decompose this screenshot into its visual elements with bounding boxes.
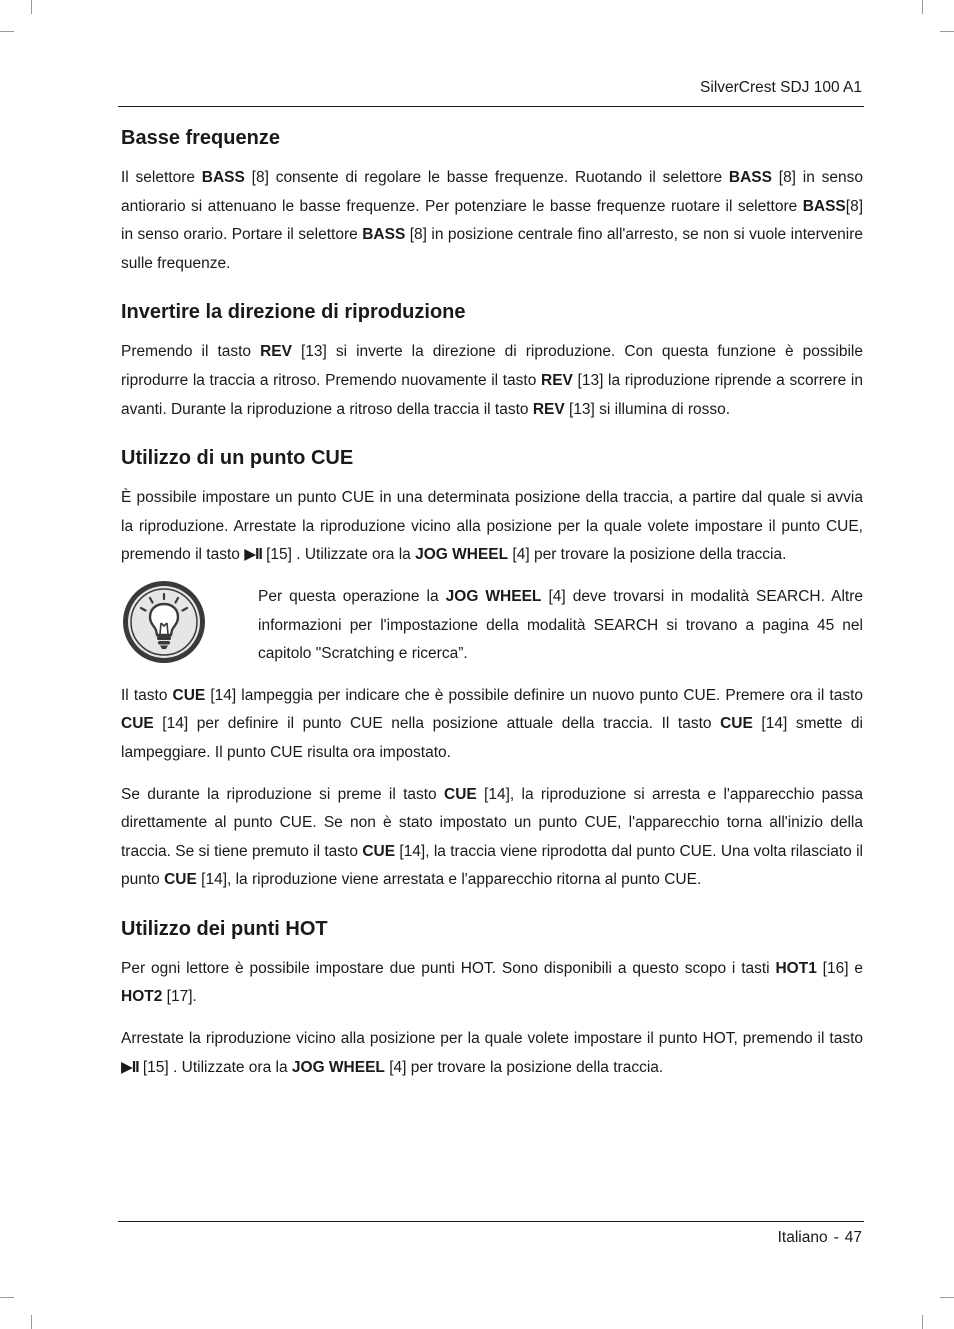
play-pause-symbol: ▶II [121,1058,139,1076]
text-run: [8] in senso orario. Portare il selettore [121,197,863,244]
footer-rule [118,1221,864,1222]
section-title-bass: Basse frequenze [121,127,280,149]
text-run: [15] . Utilizzate ora la [138,1058,292,1076]
text-run: Per ogni lettore è possibile impostare due punti HOT. Sono disponibili a questo scopo i tasti [121,959,776,977]
paragraph-reverse [121,338,863,424]
bold-term: REV [541,371,573,389]
footer-separator: - [833,1229,839,1246]
text-run: [15] . Utilizzate ora la [261,546,416,564]
bold-term: JOG WHEEL [445,587,542,605]
page-footer [778,1229,862,1247]
section-title-cue: Utilizzo di un punto CUE [121,447,354,470]
bold-term: CUE [164,871,197,889]
bold-term: BASS [201,169,245,186]
tip-note [121,583,863,669]
tip-note-text [258,583,863,669]
page-content [121,124,863,1082]
paragraph-bass [121,164,863,278]
lightbulb-icon [121,579,207,665]
text-run: Per questa operazione la [258,587,446,605]
page-number: 47 [844,1229,862,1246]
paragraph-cue-playback [121,781,863,895]
bold-term: HOT1 [775,959,817,977]
text-run: [14] lampeggia per indicare che è possibile definire un nuovo punto CUE. Premere ora il tasto [205,686,864,704]
crop-mark [922,0,923,14]
bold-term: CUE [172,686,206,704]
bold-term: REV [260,343,292,361]
text-run: Il selettore [121,169,202,186]
play-pause-symbol: ▶II [244,546,262,564]
paragraph-cue-set [121,682,863,768]
text-run: [4] deve trovarsi in modalità SEARCH. Altre informazioni per l'impostazione della modalità SEARCH si trovano a pagina 45 nel capitolo "Scratching e ricerca”. [258,587,863,663]
text-run: [8] in posizione centrale fino all'arresto, se non si vuole intervenire sulle frequenze. [121,226,863,272]
text-run: [8] consente di regolare le basse frequenze. Ruotando il selettore [244,169,729,186]
text-run: [4] per trovare la posizione della traccia. [508,546,787,564]
crop-mark [31,0,32,14]
header-rule [118,106,864,107]
text-run: [14] smette di lampeggiare. Il punto CUE risulta ora impostato. [121,715,863,761]
text-run: [4] per trovare la posizione della traccia. [384,1058,664,1076]
paragraph-hot-intro [121,955,863,1012]
bold-term: BASS [802,197,846,215]
bold-term: CUE [720,715,753,733]
running-header: SilverCrest SDJ 100 A1 [700,79,862,96]
bold-term: BASS [728,169,772,186]
text-run: [13] si inverte la direzione di riproduzione. Con questa funzione è possibile riprodurre la traccia a ritroso. Premendo nuovamente il tasto [121,343,863,389]
bold-term: BASS [362,226,406,244]
text-run: Il tasto [121,686,173,704]
bold-term: CUE [444,785,477,803]
crop-mark [940,31,954,32]
bold-term: HOT2 [121,988,163,1006]
crop-mark [31,1315,32,1329]
text-run: Premendo il tasto [121,343,261,361]
section-title-reverse: Invertire la direzione di riproduzione [121,301,466,324]
text-run: [16] e [816,959,863,977]
text-run: [13] si illumina di rosso. [564,400,731,418]
bold-term: JOG WHEEL [291,1058,385,1076]
text-run: [14], la riproduzione si arresta e l'apparecchio passa direttamente al punto CUE. Se non è stato impostato un punto CUE, l'apparecchio torna all'inizio della traccia. Se si tiene premuto il tasto [121,785,864,860]
bold-term: CUE [362,842,396,860]
footer-language: Italiano [777,1229,828,1246]
crop-mark [0,31,14,32]
text-run: [14], la traccia viene riprodotta dal punto CUE. Una volta rilasciato il punto [121,842,864,889]
paragraph-hot-set [121,1025,863,1082]
section-title-hot: Utilizzo dei punti HOT [121,917,328,940]
bold-term: JOG WHEEL [415,546,509,564]
text-run: Arrestate la riproduzione vicino alla posizione per la quale volete impostare il punto HOT, premendo il tasto [121,1030,863,1048]
crop-mark [940,1297,954,1298]
text-run: [17]. [162,988,197,1006]
paragraph-cue-intro [121,484,863,570]
bold-term: CUE [121,715,154,733]
text-run: Se durante la riproduzione si preme il tasto [121,785,444,803]
text-run: [13] la riproduzione riprende a scorrere in avanti. Durante la riproduzione a ritroso della traccia il tasto [121,371,863,418]
text-run: [14], la riproduzione viene arrestata e l'apparecchio ritorna al punto CUE. [196,871,702,889]
text-run: [14] per definire il punto CUE nella posizione attuale della traccia. Il tasto [153,715,721,733]
crop-mark [0,1297,14,1298]
text-run: [8] in senso antiorario si attenuano le basse frequenze. Per potenziare le basse frequenze ruotare il selettore [121,169,864,215]
crop-mark [922,1315,923,1329]
bold-term: REV [532,400,565,418]
text-run: È possibile impostare un punto CUE in una determinata posizione della traccia, a partire dal quale si avvia la riproduzione. Arrestate la riproduzione vicino alla posizione per la quale volete impostare il punto CUE, premendo il tasto [121,489,863,564]
